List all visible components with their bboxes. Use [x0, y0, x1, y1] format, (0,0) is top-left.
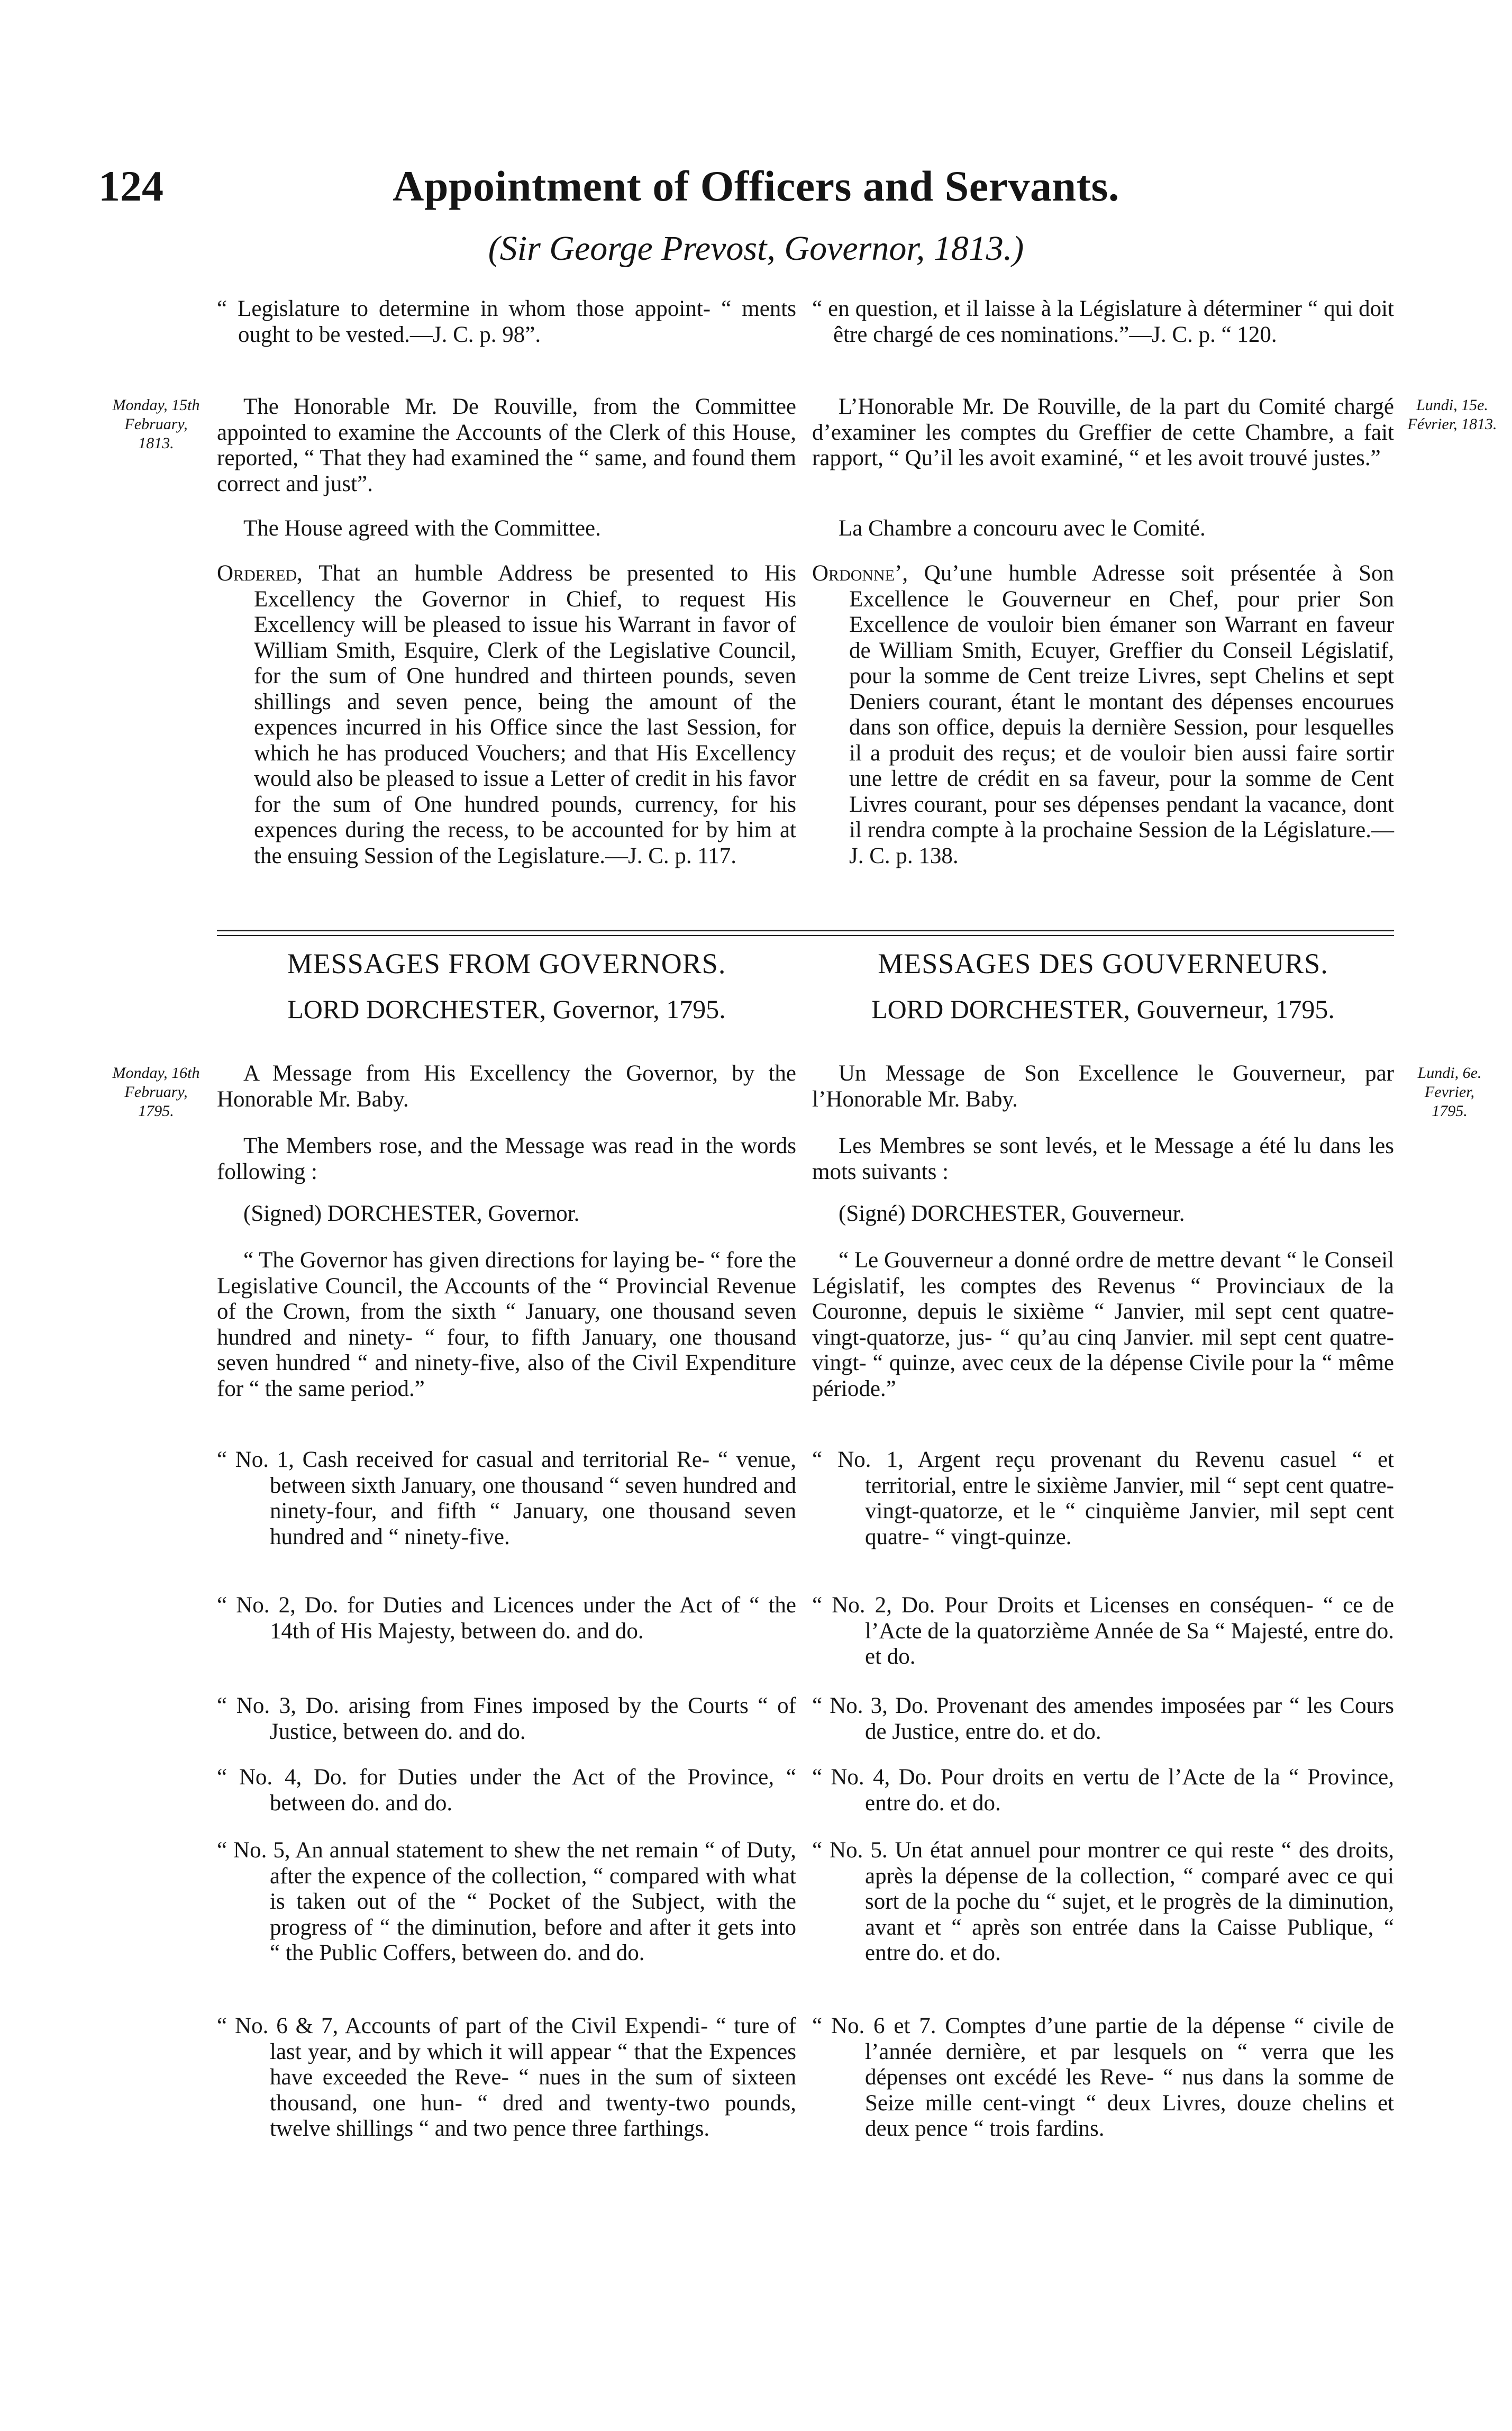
- right-continued-paragraph: [812, 296, 1394, 348]
- right-rose-text: Les Membres se sont levés, et le Message a été lu dans les mots suivants :: [812, 1133, 1394, 1184]
- right-item-2: [812, 1593, 1394, 1670]
- right-item-4: [812, 1765, 1394, 1816]
- right-item-6-7: [812, 2013, 1394, 2142]
- right-agreed-line: [812, 516, 1394, 542]
- right-item-3: [812, 1693, 1394, 1745]
- left-members-rose: [217, 1133, 796, 1185]
- margin-date-right-1813: Lundi, 15e. Février, 1813.: [1407, 396, 1497, 433]
- section-heading-french: MESSAGES DES GOUVERNEURS.: [878, 948, 1328, 979]
- right-body-text: “ Le Gouverneur a donné ordre de mettre devant “ le Conseil Législatif, les comptes des Revenus “ Provinciaux de la Couronne, depuis le sixième “ Janvier, mil sept cent quatre-vingt-quatorze, jus- “ qu’au cinq Janvier. mil sept cent quatre-vingt- “ quinze, avec ceux de la dépense Civile pour la “ même période.”: [812, 1248, 1394, 1401]
- left-item-5: [217, 1838, 796, 1966]
- right-report-text: L’Honorable Mr. De Rouville, de la part du Comité chargé d’examiner les comptes du Greffier de cette Chambre, a fait rapport, “ Qu’il les avoit examiné, “ et les avoit trouvé justes.”: [812, 394, 1394, 470]
- left-item-6-7: [217, 2013, 796, 2142]
- left-top-text: “ Legislature to determine in whom those appoint- “ ments ought to be vested.—J. C. p. 98”.: [217, 296, 796, 347]
- left-message-text: A Message from His Excellency the Governor, by the Honorable Mr. Baby.: [217, 1061, 796, 1112]
- left-signature: [217, 1201, 796, 1227]
- left-agreed-line: [217, 516, 796, 542]
- right-signature: [812, 1201, 1394, 1227]
- left-item-6-7-text: “ No. 6 & 7, Accounts of part of the Civil Expendi- “ ture of last year, and by which it will appear “ that the Expences have exceeded the Reve- “ nues in the sum of sixteen thousand, one hun- “ dred and twenty-two pounds, twelve shillings “ and two pence three farthings.: [217, 2013, 796, 2141]
- right-item-1: [812, 1447, 1394, 1550]
- left-item-1: [217, 1447, 796, 1550]
- margin-date-right-1795: Lundi, 6e. Fevrier, 1795.: [1417, 1064, 1482, 1120]
- left-item-1-text: “ No. 1, Cash received for casual and territorial Re- “ venue, between sixth January, one thousand “ seven hundred and ninety-four, and fifth “ January, one thousand seven hundred and “ ninety-five.: [217, 1447, 796, 1549]
- left-item-5-text: “ No. 5, An annual statement to shew the net remain “ of Duty, after the expence of the collection, “ compared with what is taken out of the “ Pocket of the Subject, with the progress of “ the diminution, before and after it gets into “ the Public Coffers, between do. and do.: [217, 1838, 796, 1965]
- left-item-2: [217, 1593, 796, 1644]
- left-committee-report: [217, 394, 796, 497]
- page-number: 124: [98, 162, 163, 210]
- left-continued-paragraph: [217, 296, 796, 348]
- section-heading-english: MESSAGES FROM GOVERNORS.: [287, 948, 726, 979]
- right-item-5-text: “ No. 5. Un état annuel pour montrer ce qui reste “ des droits, après la dépense de la collection, “ comparé avec ce qui sort de la poche du “ sujet, et le progrès de la diminution, avant et “ après son entrée dans la Caisse Publique, “ entre do. et do.: [812, 1838, 1394, 1965]
- left-item-3: [217, 1693, 796, 1745]
- right-members-rose: [812, 1133, 1394, 1185]
- right-item-6-7-text: “ No. 6 et 7. Comptes d’une partie de la dépense “ civile de l’année dernière, et par lesquels on “ verra que les dépenses ont excédé les Reve- “ nus dans la somme de Seize mille cent-vingt “ deux Livres, douze chelins et deux pence “ trois fardins.: [812, 2013, 1394, 2141]
- right-message-text: Un Message de Son Excellence le Gouverneur, par l’Honorable Mr. Baby.: [812, 1061, 1394, 1112]
- page-title: Appointment of Officers and Servants.: [393, 162, 1119, 210]
- right-item-3-text: “ No. 3, Do. Provenant des amendes imposées par “ les Cours de Justice, entre do. et do.: [812, 1693, 1394, 1744]
- left-item-4: [217, 1765, 796, 1816]
- left-ordered-label: Ordered,: [217, 561, 303, 586]
- left-body-text: “ The Governor has given directions for laying be- “ fore the Legislative Council, the Accounts of the “ Provincial Revenue of the Crown, from the sixth “ January, one thousand seven hundred and ninety- “ four, to fifth January, one thousand seven hundred “ and ninety-five, also of the Civil Expenditure for “ the same period.”: [217, 1248, 796, 1401]
- left-agreed-text: The House agreed with the Committee.: [243, 516, 601, 541]
- left-signed-text: (Signed) DORCHESTER, Governor.: [243, 1201, 580, 1226]
- governor-heading-english: LORD DORCHESTER, Governor, 1795.: [287, 994, 726, 1024]
- right-item-1-text: “ No. 1, Argent reçu provenant du Revenu casuel “ et territorial, entre le sixième Janvier, mil “ sept cent quatre-vingt-quatorze, et le “ cinquième Janvier, mil sept cent quatre- “ vingt-quinze.: [812, 1447, 1394, 1549]
- right-ordered-paragraph: [812, 561, 1394, 869]
- margin-date-left-1795: Monday, 16th February, 1795.: [112, 1064, 200, 1120]
- right-item-5: [812, 1838, 1394, 1966]
- section-divider-rule-thin: [217, 935, 1394, 936]
- left-rose-text: The Members rose, and the Message was read in the words following :: [217, 1133, 796, 1184]
- left-ordered-paragraph: [217, 561, 796, 869]
- margin-date-left-1813: Monday, 15th February, 1813.: [112, 396, 200, 452]
- page-subtitle: (Sir George Prevost, Governor, 1813.): [488, 229, 1024, 268]
- right-committee-report: [812, 394, 1394, 471]
- right-ordered-text: Qu’une humble Adresse soit présentée à Son Excellence le Gouverneur en Chef, pour prier Son Excellence de vouloir bien émaner son Warrant en faveur de William Smith, Ecuyer, Greffier du Conseil Législatif, pour la somme de Cent treize Livres, sept Chelins et sept Deniers courant, étant le montant des dépenses encourues dans son office, depuis la dernière Session, pour lesquelles il a produit des reçus; et de vouloir bien aussi faire sortir une lettre de crédit en sa faveur, pour la somme de Cent Livres courant, pour ses dépenses pendant la vacance, dont il rendra compte à la prochaine Session de la Législature.—J. C. p. 138.: [849, 561, 1395, 868]
- right-signed-text: (Signé) DORCHESTER, Gouverneur.: [839, 1201, 1185, 1226]
- left-message-intro: [217, 1061, 796, 1112]
- left-item-2-text: “ No. 2, Do. for Duties and Licences under the Act of “ the 14th of His Majesty, between do. and do.: [217, 1593, 796, 1644]
- right-governor-message-body: [812, 1248, 1394, 1402]
- left-ordered-text: That an humble Address be presented to His Excellency the Governor in Chief, to request His Excellency will be pleased to issue his Warrant in favor of William Smith, Esquire, Clerk of the Legislative Council, for the sum of One hundred and thirteen pounds, seven shillings and seven pence, being the amount of the expences incurred in his Office since the last Session, for which he has produced Vouchers; and that His Excellency would also be pleased to issue a Letter of credit in his favor for the sum of One hundred pounds, currency, for his expences during the recess, to be accounted for by him at the ensuing Session of the Legislature.—J. C. p. 117.: [254, 561, 796, 868]
- left-item-3-text: “ No. 3, Do. arising from Fines imposed by the Courts “ of Justice, between do. and do.: [217, 1693, 796, 1744]
- left-report-text: The Honorable Mr. De Rouville, from the Committee appointed to examine the Accounts of the Clerk of this House, reported, “ That they had examined the “ same, and found them correct and just”.: [217, 394, 796, 496]
- right-ordered-label: Ordonne’,: [812, 561, 908, 586]
- left-governor-message-body: [217, 1248, 796, 1402]
- right-top-text: “ en question, et il laisse à la Législature à déterminer “ qui doit être chargé de ces nominations.”—J. C. p. “ 120.: [812, 296, 1394, 347]
- right-item-4-text: “ No. 4, Do. Pour droits en vertu de l’Acte de la “ Province, entre do. et do.: [812, 1765, 1394, 1816]
- section-divider-rule: [217, 930, 1394, 931]
- right-item-2-text: “ No. 2, Do. Pour Droits et Licenses en conséquen- “ ce de l’Acte de la quatorzième Année de Sa “ Majesté, entre do. et do.: [812, 1593, 1394, 1669]
- governor-heading-french: LORD DORCHESTER, Gouverneur, 1795.: [871, 994, 1335, 1024]
- right-message-intro: [812, 1061, 1394, 1112]
- left-item-4-text: “ No. 4, Do. for Duties under the Act of the Province, “ between do. and do.: [217, 1765, 796, 1816]
- right-agreed-text: La Chambre a concouru avec le Comité.: [839, 516, 1206, 541]
